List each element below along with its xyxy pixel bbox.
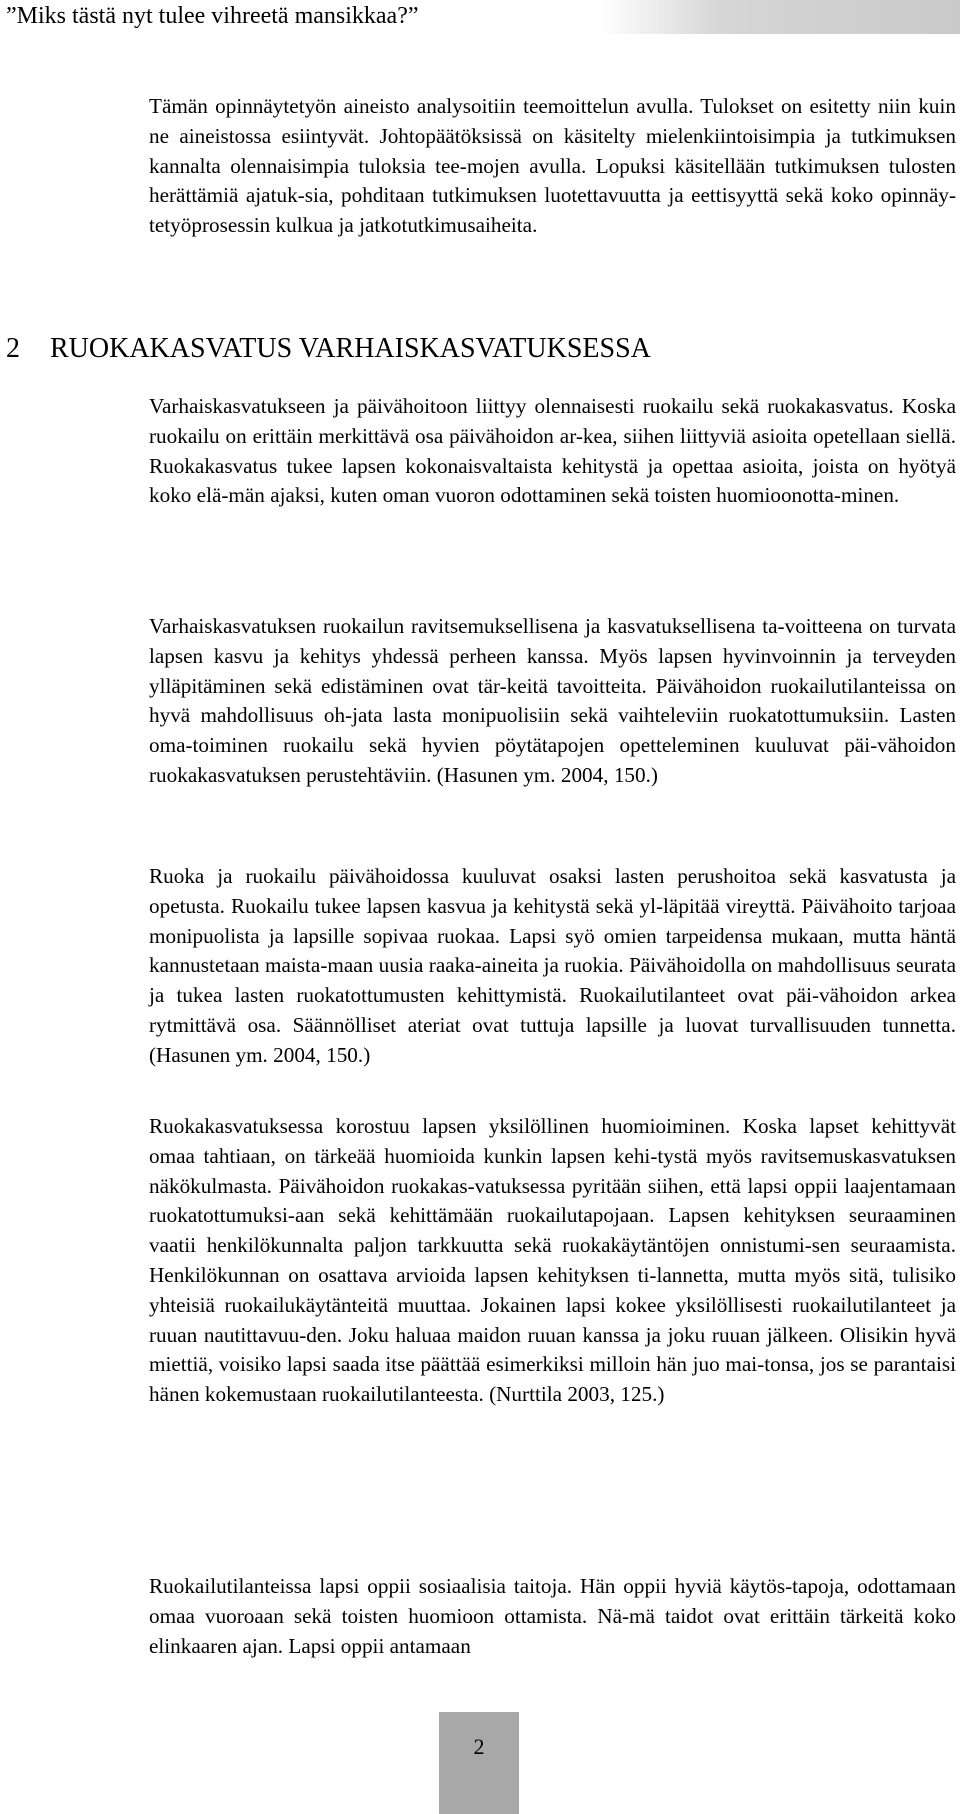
- section-title: RUOKAKASVATUS VARHAISKASVATUKSESSA: [50, 333, 651, 364]
- section-number: 2: [6, 333, 20, 364]
- page-number: 2: [473, 1734, 485, 1759]
- body-paragraph-4: Ruokakasvatuksessa korostuu lapsen yksilöllinen huomioiminen. Koska lapset kehittyvät omaa tahtiaan, on tärkeää huomioida kunkin lapsen kehi-tystä myös ravitsemuskasvatuksen näkökulmasta. Päivähoidon ruokakas-vatuksessa pyritään siihen, että lapsi oppii laajentamaan ruokatottumuksi-aan sekä kehittämään ruokailutapojaan. Lapsen kehityksen seuraaminen vaatii henkilökunnalta paljon tarkkuutta sekä ruokakäytäntöjen onnistumi-sen seuraamista. Henkilökunnan on osattava arvioida lapsen kehityksen ti-lannetta, mutta myös sitä, tulisiko yhteisiä ruokailukäytänteitä muuttaa. Jokainen lapsi kokee yksilöllisesti ruokailutilanteet ja ruuan nautittavuu-den. Joku haluaa maidon ruuan kanssa ja joku ruuan jälkeen. Olisikin hyvä miettiä, voisiko lapsi saada itse päättää esimerkiksi milloin hän juo mai-tonsa, jos se parantaisi hänen kokemustaan ruokailutilanteesta. (Nurttila 2003, 125.): [149, 1114, 956, 1407]
- page-header: [0, 0, 960, 34]
- body-paragraph-2: Varhaiskasvatuksen ruokailun ravitsemuksellisena ja kasvatuksellisena ta-voitteena on turvata lapsen kasvu ja kehitys yhdessä perheen kanssa. Myös lapsen hyvinvoinnin ja terveyden ylläpitäminen sekä edistäminen ovat tär-keitä tavoitteita. Päivähoidon ruokailutilanteissa on hyvä mahdollisuus oh-jata lasta monipuolisiin sekä vaihteleviin ruokatottumuksiin. Lasten oma-toiminen ruokailu sekä hyvien pöytätapojen opetteleminen kuuluvat päi-vähoidon ruokakasvatuksen perustehtäviin. (Hasunen ym. 2004, 150.): [149, 614, 956, 787]
- body-paragraph-3: Ruoka ja ruokailu päivähoidossa kuuluvat osaksi lasten perushoitoa sekä kasvatusta ja opetusta. Ruokailu tukee lapsen kasvua ja kehitystä sekä yl-läpitää vireyttä. Päivähoito tarjoaa monipuolista ja lapsille sopivaa ruokaa. Lapsi syö omien tarpeidensa mukaan, mutta häntä kannustetaan maista-maan uusia raaka-aineita ja ruokia. Päivähoidolla on mahdollisuus seurata ja tukea lasten ruokatottumusten kehittymistä. Ruokailutilanteet ovat päi-vähoidon arkea rytmittävä osa. Säännölliset ateriat ovat tuttuja lapsille ja luovat turvallisuuden tunnetta. (Hasunen ym. 2004, 150.): [149, 864, 956, 1067]
- section-heading: [6, 333, 651, 365]
- intro-paragraph: Tämän opinnäytetyön aineisto analysoitiin teemoittelun avulla. Tulokset on esitetty niin kuin ne aineistossa esiintyvät. Johtopäätöksissä on käsitelty mielenkiintoisimpia ja tutkimuksen kannalta olennaisimpia tuloksia tee-mojen avulla. Lopuksi käsitellään tutkimuksen tulosten herättämiä ajatuk-sia, pohditaan tutkimuksen luotettavuutta ja eettisyyttä sekä koko opinnäy-tetyöprosessin kulkua ja jatkotutkimusaiheita.: [149, 94, 956, 238]
- body-paragraph-1: Varhaiskasvatukseen ja päivähoitoon liittyy olennaisesti ruokailu sekä ruokakasvatus. Koska ruokailu on erittäin merkittävä osa päivähoidon ar-kea, siihen liittyviä asioita opetellaan siellä. Ruokakasvatus tukee lapsen kokonaisvaltaista kehitystä ja opettaa asioita, joista on hyötyä koko elä-män ajaksi, kuten oman vuoron odottaminen sekä toisten huomioonotta-minen.: [149, 394, 956, 508]
- body-paragraph-5: Ruokailutilanteissa lapsi oppii sosiaalisia taitoja. Hän oppii hyviä käytös-tapoja, odottamaan omaa vuoroaan sekä toisten huomioon ottamista. Nä-mä taidot ovat erittäin tärkeitä koko elinkaaren ajan. Lapsi oppii antamaan: [149, 1574, 956, 1658]
- page-footer: [439, 1712, 519, 1814]
- document-title: ”Miks tästä nyt tulee vihreetä mansikkaa?”: [6, 3, 419, 29]
